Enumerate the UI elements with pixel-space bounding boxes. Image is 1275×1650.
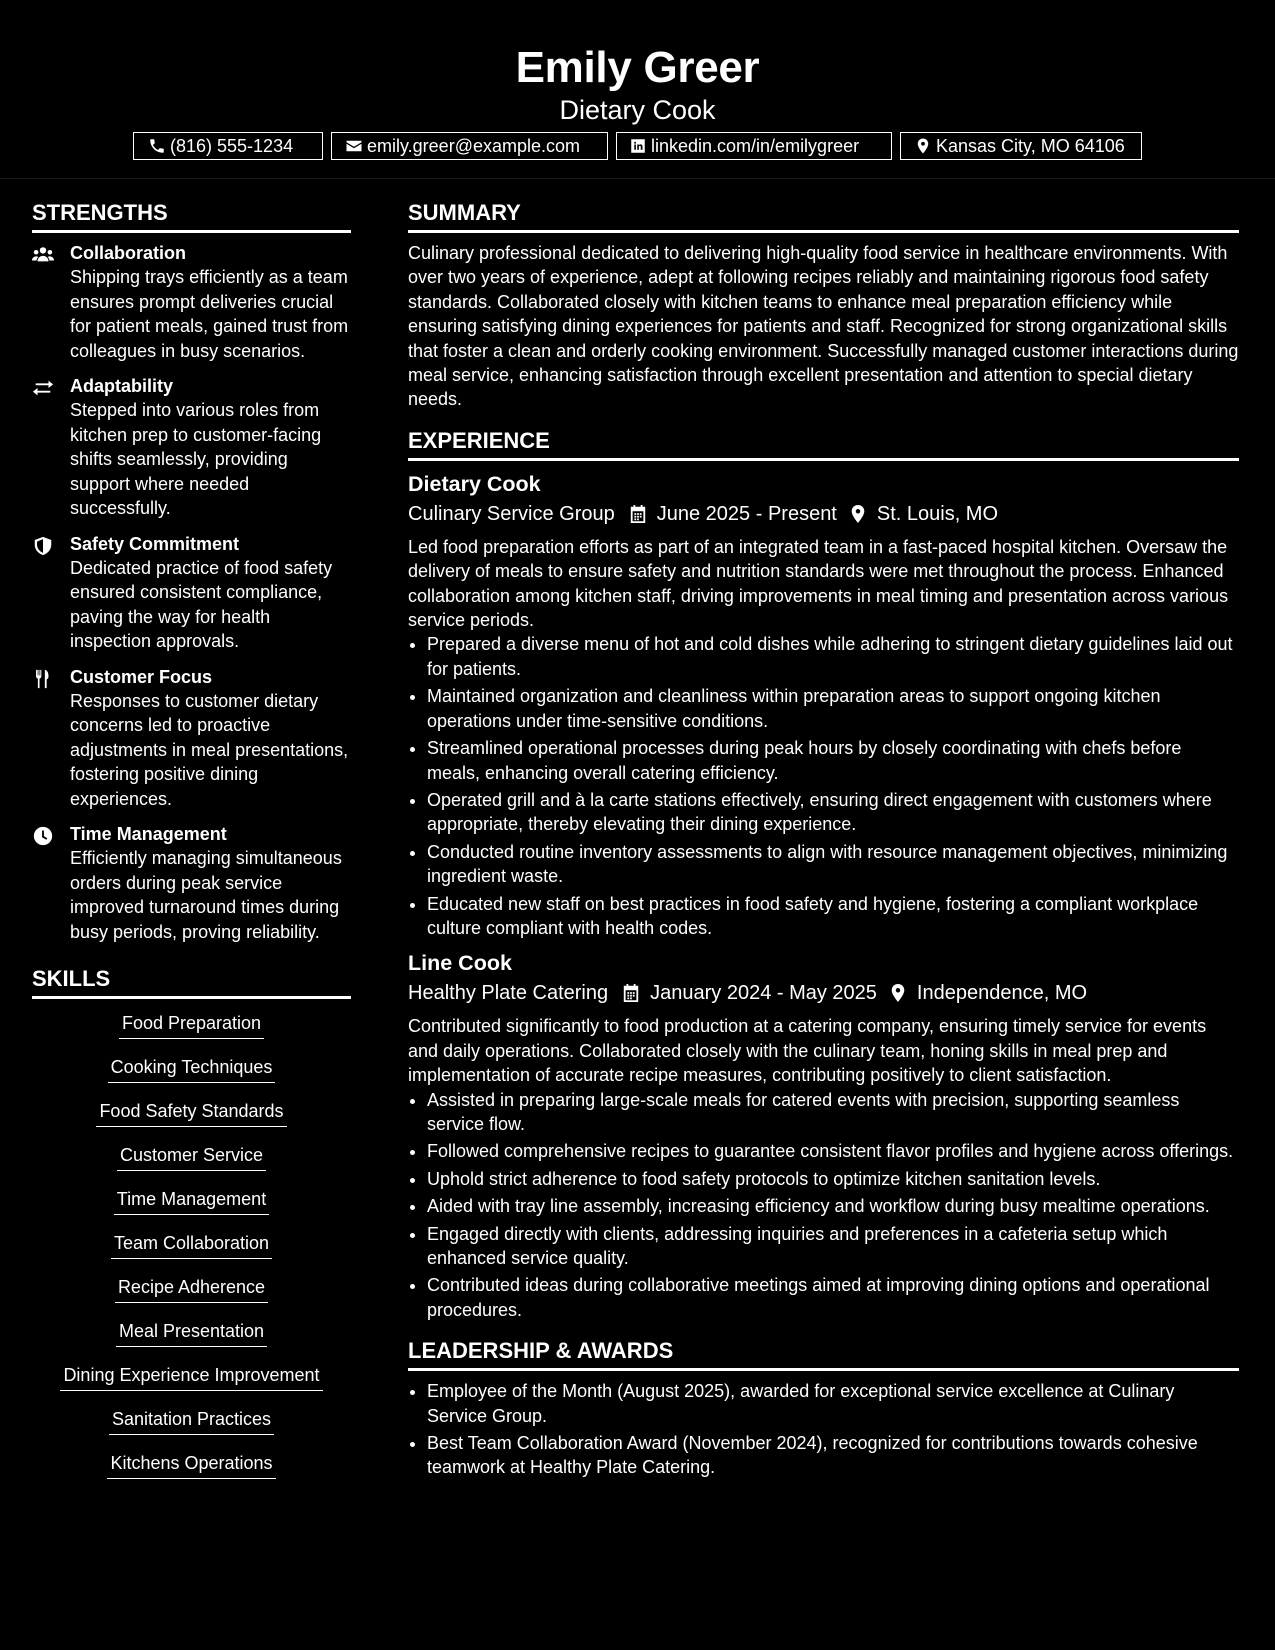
right-column xyxy=(408,196,1239,1483)
exchange-arrows-icon xyxy=(32,378,54,398)
skills-heading: SKILLS xyxy=(32,962,351,999)
strength-title: Adaptability xyxy=(70,376,174,396)
job-bullet: • Educated new staff on best practices in food safety and hygiene, fostering a compliant workplace culture compliant with health codes. xyxy=(427,892,1239,941)
skills-list xyxy=(32,1011,351,1495)
contact-email-text: emily.greer@example.com xyxy=(367,135,581,156)
strength-title: Collaboration xyxy=(70,243,186,263)
skill-tag: Food Preparation xyxy=(119,1011,264,1039)
skill-tag: Kitchens Operations xyxy=(107,1451,275,1479)
summary-text: Culinary professional dedicated to delivering high-quality food service in healthcare environments. With over two years of experience, adept at following recipes reliably and maintaining rigorous food safety standards. Collaborated closely with kitchen teams to enhance meal preparation efficiency while ensuring satisfying dining experiences for patients and staff. Recognized for strong organizational skills that foster a clean and orderly cooking environment. Successfully managed customer interactions during meal service, enhancing satisfaction through excellent presentation and attention to special dietary needs. xyxy=(408,243,1239,410)
candidate-name: Emily Greer xyxy=(515,43,760,92)
skill-tag: Team Collaboration xyxy=(111,1231,272,1259)
job-location: St. Louis, MO xyxy=(876,502,999,525)
strength-desc: Responses to customer dietary concerns led to proactive adjustments in meal presentations, fostering positive dining experiences. xyxy=(70,690,349,809)
contact-email[interactable] xyxy=(331,132,608,160)
strength-title: Safety Commitment xyxy=(70,533,240,554)
skill-tag: Dining Experience Improvement xyxy=(60,1363,322,1391)
users-icon xyxy=(32,245,54,265)
strengths-heading: STRENGTHS xyxy=(32,196,351,233)
job-description: Led food preparation efforts as part of an integrated team in a fast-paced hospital kitchen. Oversaw the delivery of meals to ensure safety and nutrition standards were met throughout the process. Enhanced collaboration among kitchen staff, driving improvements in meal timing and presentation across various service periods. xyxy=(408,536,1229,631)
calendar-icon xyxy=(629,504,647,524)
contact-bar xyxy=(0,132,1275,160)
job-bullet: • Conducted routine inventory assessments to align with resource management objectives, minimizing ingredient waste. xyxy=(427,840,1239,889)
map-marker-icon xyxy=(849,504,867,524)
experience-heading: EXPERIENCE xyxy=(408,424,1239,461)
strength-item xyxy=(32,241,351,363)
strength-item xyxy=(32,665,351,812)
job-company: Culinary Service Group xyxy=(408,502,615,525)
skill-tag: Sanitation Practices xyxy=(109,1407,274,1435)
job-description: Contributed significantly to food production at a catering company, ensuring timely service for events and daily operations. Collaborated closely with the culinary team, honing skills in meal prep and implementation of accurate recipe measures, contributing positively to client satisfaction. xyxy=(408,1016,1207,1086)
contact-location xyxy=(900,132,1142,160)
resume-header xyxy=(0,0,1275,179)
job-entry xyxy=(408,948,1239,1322)
job-bullet: • Maintained organization and cleanliness within preparation areas to support ongoing kitchen operations under time-sensitive conditions. xyxy=(427,684,1239,733)
awards-heading: LEADERSHIP & AWARDS xyxy=(408,1334,1239,1371)
left-column xyxy=(32,196,351,1495)
job-company: Healthy Plate Catering xyxy=(408,982,609,1005)
job-meta xyxy=(408,499,1239,529)
job-bullets xyxy=(408,632,1239,940)
utensils-icon xyxy=(32,669,54,689)
job-bullet: • Followed comprehensive recipes to guarantee consistent flavor profiles and hygiene across offerings. xyxy=(427,1139,1239,1163)
contact-phone[interactable] xyxy=(133,132,323,160)
job-bullet: • Aided with tray line assembly, increasing efficiency and workflow during busy mealtime operations. xyxy=(427,1194,1239,1218)
job-bullet: • Operated grill and à la carte stations effectively, ensuring direct engagement with customers where appropriate, thereby elevating their dining experience. xyxy=(427,788,1239,837)
job-bullet: • Engaged directly with clients, addressing inquiries and preferences in a cafeteria setup which enhanced service quality. xyxy=(427,1222,1239,1271)
strength-title: Time Management xyxy=(70,824,227,844)
job-title: Dietary Cook xyxy=(408,471,541,496)
strength-item xyxy=(32,822,351,944)
contact-linkedin-text: linkedin.com/in/emilygreer xyxy=(651,135,860,156)
strength-desc: Dedicated practice of food safety ensured consistent compliance, paving the way for health inspection approvals. xyxy=(70,557,333,651)
shield-icon xyxy=(32,536,54,556)
contact-location-text: Kansas City, MO 64106 xyxy=(936,135,1125,156)
strength-desc: Stepped into various roles from kitchen prep to customer-facing shifts seamlessly, providing support where needed successfully. xyxy=(70,400,322,518)
contact-linkedin[interactable] xyxy=(616,132,892,160)
map-marker-icon xyxy=(914,137,932,155)
skill-tag: Food Safety Standards xyxy=(96,1099,286,1127)
strength-desc: Shipping trays efficiently as a team ensures prompt deliveries crucial for patient meals, gained trust from colleagues in busy scenarios. xyxy=(70,267,349,361)
job-bullet: • Assisted in preparing large-scale meals for catered events with precision, supporting seamless service flow. xyxy=(427,1088,1239,1137)
strength-title: Customer Focus xyxy=(70,666,213,687)
phone-icon xyxy=(148,137,166,155)
skill-tag: Time Management xyxy=(114,1187,269,1215)
strength-desc: Efficiently managing simultaneous orders during peak service improved turnaround times during busy periods, proving reliability. xyxy=(70,848,342,942)
envelope-icon xyxy=(345,137,363,155)
award-item: • Employee of the Month (August 2025), awarded for exceptional service excellence at Culinary Service Group. xyxy=(427,1379,1239,1428)
job-dates: June 2025 - Present xyxy=(656,502,837,525)
job-bullet: • Uphold strict adherence to food safety protocols to optimize kitchen sanitation levels. xyxy=(427,1167,1239,1191)
job-dates: January 2024 - May 2025 xyxy=(650,982,877,1005)
job-location: Independence, MO xyxy=(916,982,1088,1005)
linkedin-icon xyxy=(629,137,647,155)
contact-phone-text: (816) 555-1234 xyxy=(170,135,294,156)
job-bullet: • Streamlined operational processes during peak hours by closely coordinating with chefs before meals, enhancing overall catering efficiency. xyxy=(427,736,1239,785)
skill-tag: Recipe Adherence xyxy=(115,1275,268,1303)
award-item: • Best Team Collaboration Award (November 2024), recognized for contributions towards cohesive teamwork at Healthy Plate Catering. xyxy=(427,1431,1239,1480)
summary-heading: SUMMARY xyxy=(408,196,1239,233)
calendar-icon xyxy=(622,983,640,1003)
job-title: Line Cook xyxy=(408,951,512,976)
strength-item xyxy=(32,532,351,654)
job-bullet: • Contributed ideas during collaborative meetings aimed at improving dining options and operational procedures. xyxy=(427,1273,1239,1322)
map-marker-icon xyxy=(889,983,907,1003)
strength-item xyxy=(32,374,351,521)
job-bullet: • Prepared a diverse menu of hot and cold dishes while adhering to stringent dietary guidelines laid out for patients. xyxy=(427,632,1239,681)
skill-tag: Cooking Techniques xyxy=(108,1055,276,1083)
job-bullets xyxy=(408,1088,1239,1323)
skill-tag: Customer Service xyxy=(117,1143,266,1171)
candidate-title: Dietary Cook xyxy=(559,95,716,125)
job-entry xyxy=(408,469,1239,941)
clock-icon xyxy=(32,826,54,846)
awards-list xyxy=(408,1379,1239,1480)
job-meta xyxy=(408,978,1239,1008)
skill-tag: Meal Presentation xyxy=(116,1319,267,1347)
